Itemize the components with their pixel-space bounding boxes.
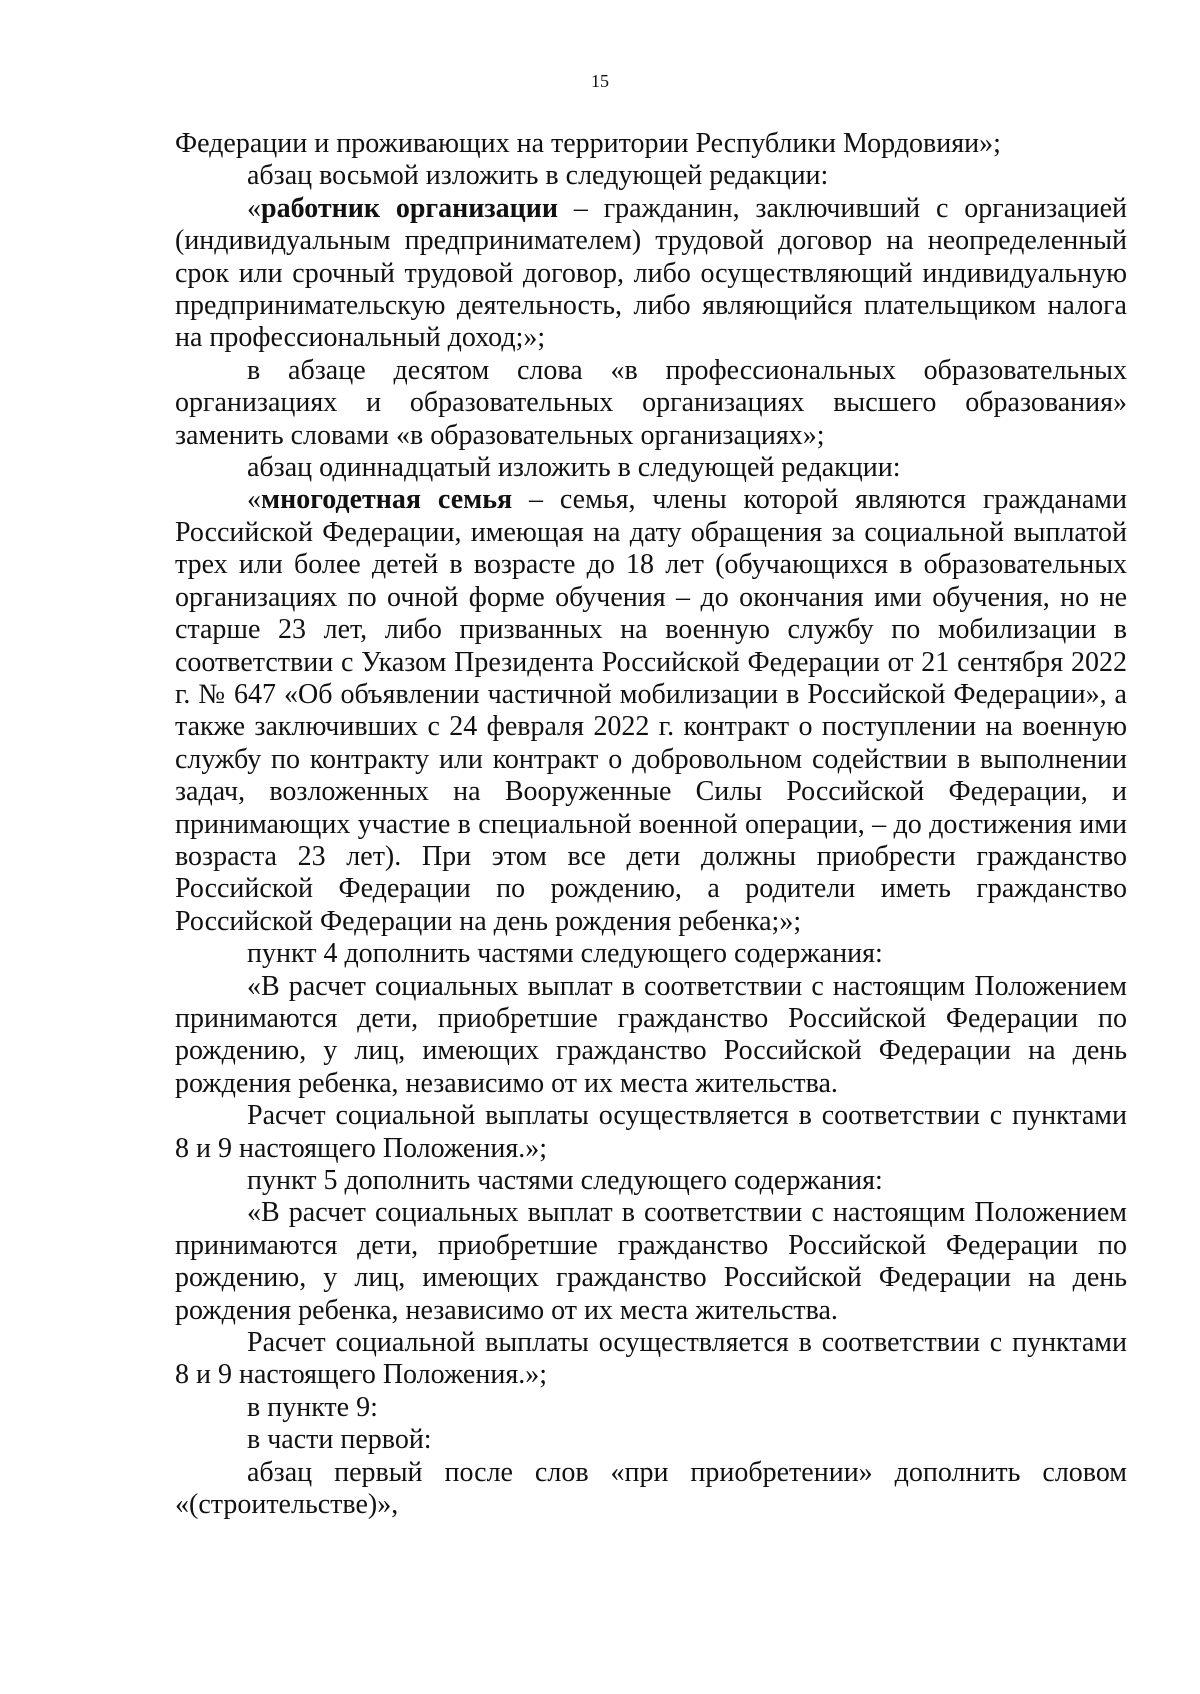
paragraph <box>175 1424 1127 1456</box>
paragraph <box>175 160 1127 192</box>
paragraph-text: «В расчет социальных выплат в соответствии с настоящим Положением принимаются дети, приобретшие гражданство Российской Федерации по рождению, у лиц, имеющих гражданство Российской Федерации на день рождения ребенка, независимо от их места жительства. <box>175 970 1127 1099</box>
paragraph-text: абзац восьмой изложить в следующей редакции: <box>247 160 829 192</box>
paragraph-text: Расчет социальной выплаты осуществляется в соответствии с пунктами 8 и 9 настоящего Положения.»; <box>175 1327 1127 1391</box>
paragraph <box>175 484 1127 938</box>
document-body <box>175 128 1127 1521</box>
paragraph-text: в абзаце десятом слова «в профессиональных образовательных организациях и образовательных организациях высшего образования» заменить словами «в образовательных организациях»; <box>175 354 1127 451</box>
paragraph-text: пункт 5 дополнить частями следующего содержания: <box>247 1165 883 1196</box>
defined-term: многодетная семья <box>261 484 513 516</box>
paragraph <box>175 355 1127 452</box>
paragraph <box>175 193 1127 355</box>
quote-open: « <box>247 192 261 224</box>
paragraph <box>175 1457 1127 1522</box>
paragraph-text: – семья, члены которой являются гражданами Российской Федерации, имеющая на дату обращения за социальной выплатой трех или более детей в возрасте до 18 лет (обучающихся в образовательных организациях по очной форме обучения – до окончания ими обучения, но не старше 23 лет, либо призванных на военную службу по мобилизации в соответствии с Указом Президента Российской Федерации от 21 сентября 2022 г. № 647 «Об объявлении частичной мобилизации в Российской Федерации», а также заключивших с 24 февраля 2022 г. контракт о поступлении на военную службу по контракту или контракт о добровольном содействии в выполнении задач, возложенных на Вооруженные Силы Российской Федерации, и принимающих участие в специальной военной операции, – до достижения ими возраста 23 лет). При этом все дети должны приобрести гражданство Российской Федерации по рождению, а родители иметь гражданство Российской Федерации на день рождения ребенка;»; <box>175 484 1127 937</box>
paragraph-text: Федерации и проживающих на территории Республики Мордовияи»; <box>175 128 1001 159</box>
paragraph-text: Расчет социальной выплаты осуществляется в соответствии с пунктами 8 и 9 настоящего Положения.»; <box>175 1100 1127 1164</box>
paragraph-text: абзац первый после слов «при приобретении» дополнить словом «(строительстве)», <box>175 1456 1127 1521</box>
paragraph <box>175 1197 1127 1327</box>
paragraph-text: абзац одиннадцатый изложить в следующей редакции: <box>247 452 901 484</box>
paragraph <box>175 1327 1127 1392</box>
defined-term: работник организации <box>261 192 559 224</box>
paragraph-text: в части первой: <box>247 1424 432 1456</box>
paragraph <box>175 1100 1127 1165</box>
quote-open: « <box>247 484 261 516</box>
paragraph <box>175 128 1127 160</box>
paragraph <box>175 1165 1127 1197</box>
paragraph <box>175 1392 1127 1424</box>
paragraph <box>175 938 1127 970</box>
paragraph <box>175 971 1127 1101</box>
paragraph-text: пункт 4 дополнить частями следующего содержания: <box>247 938 883 970</box>
paragraph-text: – гражданин, заключивший с организацией (индивидуальным предпринимателем) трудовой договор на неопределенный срок или срочный трудовой договор, либо осуществляющий индивидуальную предпринимательскую деятельность, либо являющийся плательщиком налога на профессиональный доход;»; <box>175 192 1127 354</box>
paragraph-text: «В расчет социальных выплат в соответствии с настоящим Положением принимаются дети, приобретшие гражданство Российской Федерации по рождению, у лиц, имеющих гражданство Российской Федерации на день рождения ребенка, независимо от их места жительства. <box>175 1197 1127 1326</box>
page-number: 15 <box>591 71 609 91</box>
paragraph-text: в пункте 9: <box>247 1391 378 1423</box>
paragraph <box>175 452 1127 484</box>
